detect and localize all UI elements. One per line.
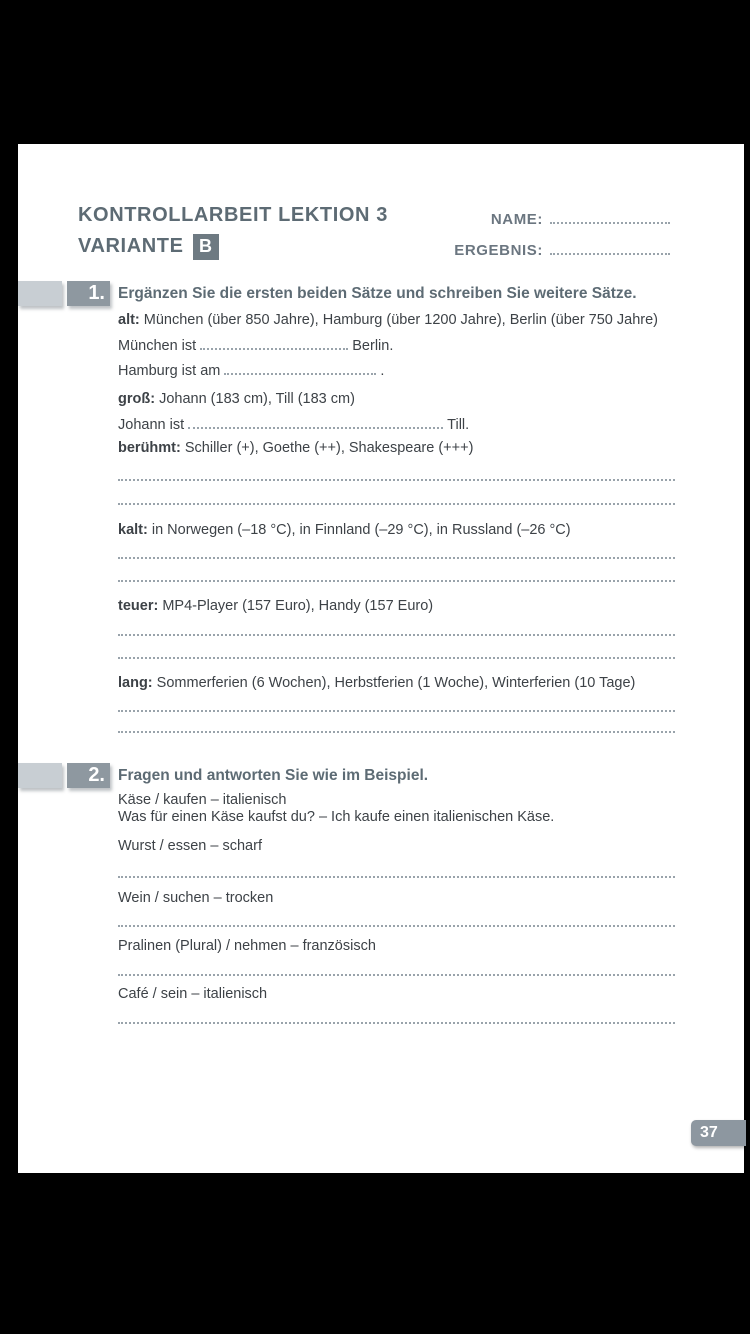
page-title-line2: VARIANTE [78, 235, 184, 257]
section1-number-badge: 1. [67, 281, 110, 306]
name-ergebnis-block [370, 210, 670, 272]
fill-sentence-3 [118, 415, 469, 434]
item-lang-lead: lang: [118, 675, 153, 691]
fill3-dots [188, 415, 443, 429]
answer-line [118, 1022, 675, 1024]
fill1-pre: München ist [118, 338, 197, 354]
item-teuer [118, 597, 433, 615]
answer-line [118, 731, 675, 733]
answer-line [118, 634, 675, 636]
fill-sentence-2 [118, 361, 384, 380]
answer-line [118, 876, 675, 878]
name-fill-line [550, 210, 670, 224]
item-kalt [118, 521, 571, 539]
item-kalt-text: in Norwegen (–18 °C), in Finnland (–29 °C), in Russland (–26 °C) [151, 522, 571, 538]
item-alt-lead: alt: [118, 312, 140, 328]
fill1-dots [200, 336, 348, 350]
item-alt-text: München (über 850 Jahre), Hamburg (über 1200 Jahre), Berlin (über 750 Jahre) [143, 312, 659, 328]
section2-header [18, 763, 744, 788]
prompt-wurst: Wurst / essen – scharf [118, 838, 262, 854]
answer-line [118, 974, 675, 976]
name-label: NAME: [490, 211, 543, 228]
section1-title: Ergänzen Sie die ersten beiden Sätze und schreiben Sie weitere Sätze. [118, 285, 637, 302]
item-beruehmt [118, 439, 473, 457]
fill3-pre: Johann ist [118, 417, 185, 433]
ergebnis-row [370, 241, 670, 259]
fill2-pre: Hamburg ist am [118, 363, 221, 379]
section1-accent-bar [18, 281, 62, 306]
answer-line [118, 557, 675, 559]
example-line1: Käse / kaufen – italienisch [118, 792, 287, 808]
prompt-cafe: Café / sein – italienisch [118, 986, 268, 1002]
item-lang-text: Sommerferien (6 Wochen), Herbstferien (1 Woche), Winterferien (10 Tage) [156, 675, 636, 691]
ergebnis-label: ERGEBNIS: [454, 242, 543, 259]
fill1-post: Berlin. [352, 338, 394, 354]
item-teuer-lead: teuer: [118, 598, 159, 614]
prompt-wein: Wein / suchen – trocken [118, 890, 274, 906]
section2-number-badge: 2. [67, 763, 110, 788]
item-gross-lead: groß: [118, 391, 156, 407]
section2-accent-bar [18, 763, 62, 788]
item-gross-text: Johann (183 cm), Till (183 cm) [159, 391, 355, 407]
fill2-dots [224, 361, 376, 375]
item-teuer-text: MP4-Player (157 Euro), Handy (157 Euro) [162, 598, 434, 614]
answer-line [118, 503, 675, 505]
item-alt [118, 311, 658, 329]
fill3-post: Till. [447, 417, 470, 433]
page-number-tab: 37 [691, 1120, 746, 1146]
worksheet-page [18, 144, 744, 1173]
example-line2: Was für einen Käse kaufst du? – Ich kaufe einen italienischen Käse. [118, 809, 555, 825]
variant-letter-box: B [193, 234, 219, 260]
fill-sentence-1 [118, 336, 393, 355]
section2-title: Fragen und antworten Sie wie im Beispiel. [118, 767, 429, 784]
prompt-pralinen: Pralinen (Plural) / nehmen – französisch [118, 938, 376, 954]
answer-line [118, 580, 675, 582]
item-lang [118, 674, 635, 692]
item-beruehmt-lead: berühmt: [118, 440, 181, 456]
answer-line [118, 710, 675, 712]
fill2-post: . [380, 363, 385, 379]
page-title [78, 200, 388, 262]
page-title-line1: KONTROLLARBEIT LEKTION 3 [78, 204, 388, 226]
name-row [370, 210, 670, 228]
item-gross [118, 390, 355, 408]
section1-header [18, 281, 744, 306]
answer-line [118, 479, 675, 481]
answer-line [118, 925, 675, 927]
item-beruehmt-text: Schiller (+), Goethe (++), Shakespeare (+++) [184, 440, 474, 456]
ergebnis-fill-line [550, 241, 670, 255]
answer-line [118, 657, 675, 659]
item-kalt-lead: kalt: [118, 522, 148, 538]
